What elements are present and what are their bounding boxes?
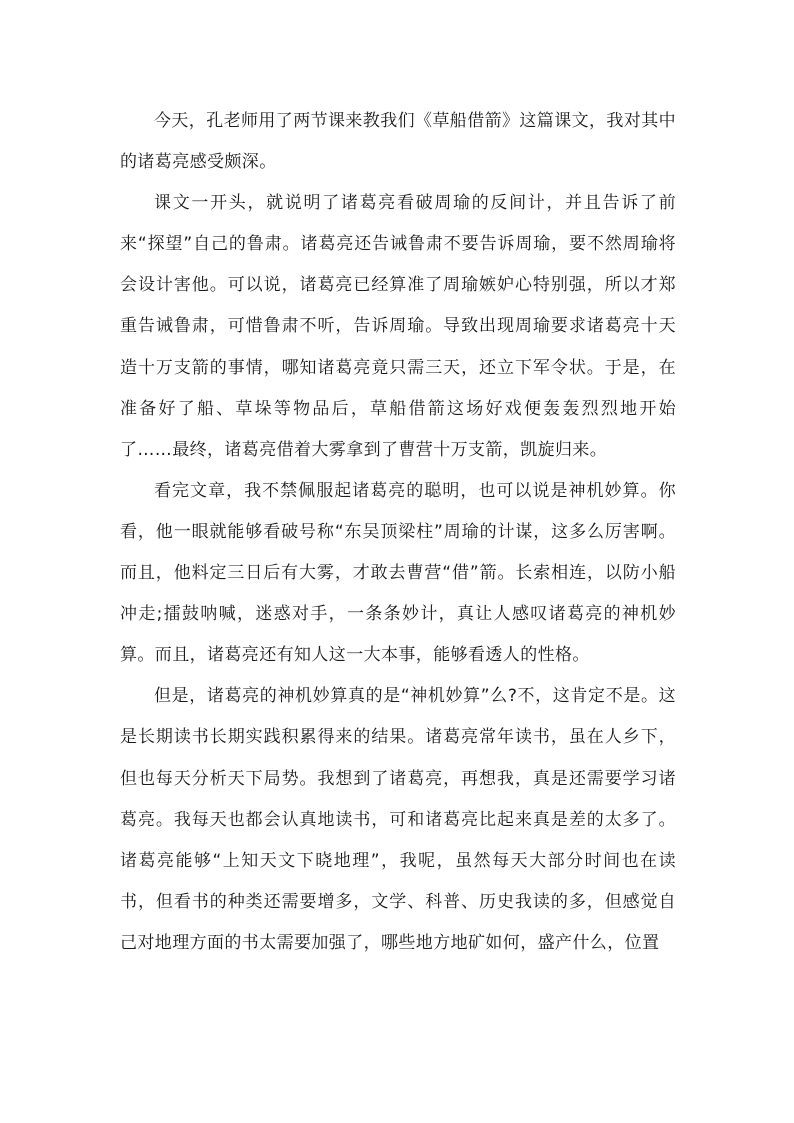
- paragraph-1: 今天，孔老师用了两节课来教我们《草船借箭》这篇课文，我对其中的诸葛亮感受颇深。: [120, 111, 676, 173]
- paragraph-4: 但是，诸葛亮的神机妙算真的是“神机妙算”么?不，这肯定不是。这是长期读书长期实践积累得来的结果。诸葛亮常年读书，虽在人乡下，但也每天分析天下局势。我想到了诸葛亮，再想我，真是还需要学习诸葛亮。我每天也都会认真地读书，可和诸葛亮比起来真是差的太多了。诸葛亮能够“上知天文下晓地理”，我呢，虽然每天大部分时间也在读书，但看书的种类还需要增多，文学、科普、历史我读的多，但感觉自己对地理方面的书太需要加强了，哪些地方地矿如何，盛产什么，位置: [120, 686, 676, 953]
- paragraph-2: 课文一开头，就说明了诸葛亮看破周瑜的反间计，并且告诉了前来“探望”自己的鲁肃。诸葛亮还告诫鲁肃不要告诉周瑜，要不然周瑜将会设计害他。可以说，诸葛亮已经算准了周瑜嫉妒心特别强，所以才郑重告诫鲁肃，可惜鲁肃不听，告诉周瑜。导致出现周瑜要求诸葛亮十天造十万支箭的事情，哪知诸葛亮竟只需三天，还立下军令状。于是，在准备好了船、草垛等物品后，草船借箭这场好戏便轰轰烈烈地开始了……最终，诸葛亮借着大雾拿到了曹营十万支箭，凯旋归来。: [120, 193, 676, 460]
- essay-body: [120, 101, 676, 964]
- paragraph-3: 看完文章，我不禁佩服起诸葛亮的聪明，也可以说是神机妙算。你看，他一眼就能够看破号称“东吴顶梁柱”周瑜的计谋，这多么厉害啊。而且，他料定三日后有大雾，才敢去曹营“借”箭。长索相连，以防小船冲走;擂鼓呐喊，迷惑对手，一条条妙计，真让人感叹诸葛亮的神机妙算。而且，诸葛亮还有知人这一大本事，能够看透人的性格。: [120, 480, 676, 666]
